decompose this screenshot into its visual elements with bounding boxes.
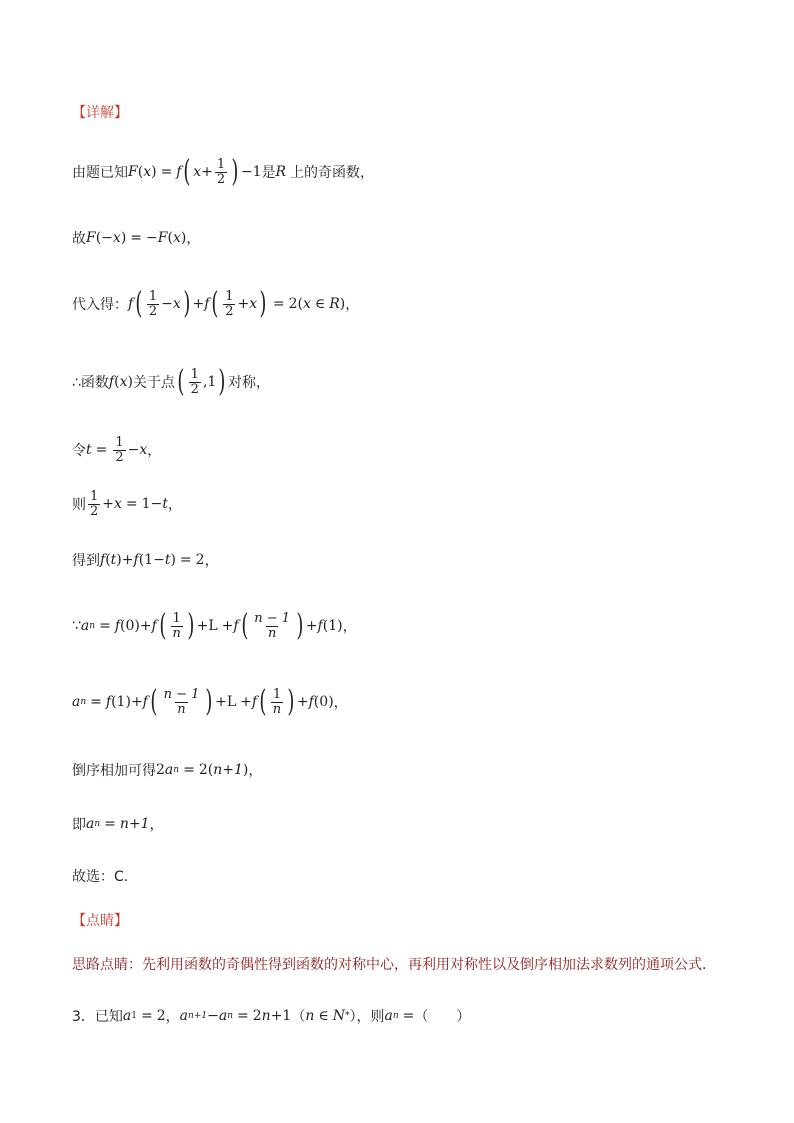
math-var: f [317,618,323,634]
math-ellipsis: L [226,694,237,710]
math-var: F [157,230,168,246]
line-odd-property [72,218,200,258]
fraction-half [215,158,227,187]
fraction-half [189,368,201,397]
math-sub: n [94,819,101,829]
math-sym: = [130,230,143,246]
line-let-t [72,430,161,470]
math-sym: + [201,164,213,180]
math-num: 1 [207,374,217,390]
math-sym: + [121,552,134,568]
math-sym: ) [170,552,176,568]
math-var: f [105,694,112,710]
text: 3．已知 [72,1009,123,1025]
frac-num: 1 [90,488,99,504]
big-paren: ) [218,364,226,399]
math-sym: + [240,694,252,710]
frac-num: n − 1 [254,610,291,626]
text: ， [204,553,219,569]
math-sym: ) [328,694,334,710]
math-sym: − [207,1008,219,1024]
question-3 [72,996,470,1036]
math-sub: n [80,697,87,707]
math-sym: + [221,618,234,634]
math-sym: + [305,618,318,634]
math-sym: ( [313,694,320,710]
text: ），则 [349,1009,385,1025]
math-sym: ) [337,618,343,634]
text: 即 [72,817,86,833]
math-sym: = [104,816,116,832]
math-var: x [172,230,181,246]
text: （ [291,1009,306,1025]
math-sym: − [150,496,163,512]
big-paren: ( [240,608,248,643]
fraction-1-over-n [271,688,283,717]
big-paren: ) [205,684,213,719]
math-sym: ( [95,230,102,246]
text: ， [147,443,162,459]
math-var: f [176,164,182,180]
math-var: f [151,618,157,634]
text: 由题已知 [72,165,128,181]
math-var: a [384,1008,393,1024]
math-num: 2 [156,762,165,778]
math-var: t [86,442,92,458]
math-num: 1 [282,1008,292,1024]
math-var: a [72,694,81,710]
text: ， [345,297,360,313]
math-var: F [86,230,96,246]
math-num: 1 [141,496,151,512]
math-var: x [172,296,181,312]
math-var: a [164,762,174,778]
math-num: 0 [125,618,135,634]
line-substitute [72,284,359,324]
math-num: 2 [252,1008,262,1024]
math-var: f [308,694,314,710]
big-paren: ( [211,286,219,321]
math-num: 1 [116,694,126,710]
math-sym: ( [297,296,303,312]
text: ， [167,497,182,513]
math-sym: ) [120,230,127,246]
math-var: t [164,552,171,568]
text: 倒序相加可得 [72,763,156,779]
math-sym: = [95,442,108,458]
math-sym: ( [207,762,214,778]
math-sym: + [196,618,209,634]
math-var: a [86,816,95,832]
math-num: 2 [288,296,298,312]
big-paren: ( [150,684,158,719]
math-sym: ∈ [314,296,326,312]
text: 对称， [228,375,271,391]
math-var: t [110,552,117,568]
line-an-reverse [72,682,348,722]
math-var: x [112,230,121,246]
big-paren: ( [259,684,267,719]
line-then [72,484,182,524]
math-sym: − [146,230,158,246]
big-paren: ) [287,684,295,719]
section-heading-comment [72,900,128,940]
line-answer [72,856,128,896]
math-var: f [100,552,106,568]
heading-text: 【详解】 [72,105,128,121]
text: 故 [72,231,86,247]
math-var: x [249,296,258,312]
math-sub: n [89,621,96,631]
math-sym: + [130,694,143,710]
math-sym: = [90,694,102,710]
text: 代入得： [72,297,128,313]
math-num: 1 [328,618,338,634]
math-sym: = [99,618,111,634]
math-num: 1 [144,552,154,568]
math-var: a [80,618,90,634]
math-var: x [302,296,311,312]
big-paren: ) [231,154,239,189]
math-sym: + [270,1008,283,1024]
math-sym: ( [114,374,120,390]
math-sym: ) [127,374,133,390]
math-sym: ( [138,552,145,568]
text: 是 [261,165,276,181]
frac-num: 1 [115,434,124,450]
math-sym: + [192,296,205,312]
math-var: x [114,496,122,512]
math-sym: + [296,694,309,710]
frac-den: 2 [216,171,226,187]
math-sym: + [215,694,227,710]
math-sym: = [141,1008,153,1024]
line-result [72,804,164,844]
line-odd-function [72,152,374,192]
frac-den: n [272,701,282,717]
text: ∴函数 [72,375,109,391]
fraction-n-minus-1-over-n [162,688,202,717]
math-var: f [233,618,239,634]
math-var: N [332,1008,345,1024]
math-var: R [329,296,340,312]
math-sub: n [227,1011,233,1021]
math-sub: n [392,1011,399,1021]
math-var: n [261,1008,271,1024]
math-sym: = [402,1008,415,1024]
big-paren: ) [296,608,304,643]
text: （ ） [414,1009,471,1025]
math-sym: ( [111,694,117,710]
math-var: f [114,618,120,634]
frac-num: 1 [190,366,199,382]
math-sub: n [173,765,180,775]
frac-den: n [177,701,186,717]
frac-den: 2 [148,303,158,319]
fraction-1-over-n [171,612,183,641]
text: 得到 [72,553,100,569]
text: ， [165,1009,180,1025]
frac-den: 2 [190,381,199,397]
math-var: f [204,296,210,312]
big-paren: ) [187,608,195,643]
math-sub: n+1 [188,1011,208,1021]
math-var: x [119,374,128,390]
line-an-forward [72,606,357,646]
fraction-half [147,290,159,319]
math-sym: ( [120,618,126,634]
frac-den: n [172,625,181,641]
line-symmetry [72,362,270,402]
comment-line [72,944,706,984]
math-num: 2 [195,552,205,568]
math-sym: + [102,496,115,512]
math-sym: − [101,230,113,246]
math-sym: = [237,1008,249,1024]
frac-den: 2 [90,503,99,519]
math-var: x [143,164,152,180]
math-sym: − [240,164,253,180]
math-var: f [251,694,258,710]
frac-num: 1 [272,686,282,702]
text: 关于点 [132,375,175,391]
math-expr: n+1 [119,816,150,832]
math-sym: ( [322,618,329,634]
math-var: a [179,1008,189,1024]
big-paren: ( [135,286,143,321]
line-reverse-add [72,750,262,790]
big-paren: ) [183,286,191,321]
frac-den: 2 [115,449,124,465]
math-var: x [193,164,202,180]
text: ， [333,695,348,711]
math-var: f [142,694,148,710]
fraction-half [223,290,235,319]
text: ∵ [72,618,81,634]
math-sub: 1 [131,1011,138,1021]
text: ， [248,763,263,779]
math-sym: = [272,296,285,312]
frac-num: 1 [225,288,234,304]
frac-num: 1 [172,610,181,626]
line-get [72,540,219,580]
math-sym: ) [151,164,157,180]
frac-den: n [267,625,277,641]
math-sym: + [237,296,250,312]
math-sym: , [202,374,208,390]
math-var: a [122,1008,132,1024]
answer-text: 故选：C. [72,869,129,885]
big-paren: ( [159,608,167,643]
math-sup: * [345,1011,350,1021]
text: ， [149,817,164,833]
math-num: 2 [156,1008,166,1024]
math-sym: ) [134,618,140,634]
math-sym: − [161,296,173,312]
math-var: n [305,1008,315,1024]
fraction-half [113,436,125,465]
math-sym: ( [105,552,111,568]
big-paren: ( [177,364,185,399]
math-sym: + [139,618,152,634]
text: 令 [72,443,86,459]
math-ellipsis: L [208,618,218,634]
math-var: t [162,496,168,512]
frac-num: 1 [216,156,226,172]
comment-text: 思路点睛：先利用函数的奇偶性得到函数的对称中心，再利用对称性以及倒序相加法求数列的通项公式. [72,957,707,973]
math-sym: ) [116,552,122,568]
math-sym: − [127,442,140,458]
math-sym: ) [180,230,187,246]
frac-num: n − 1 [163,686,200,702]
math-sym: ( [137,164,144,180]
math-sym: = [183,762,195,778]
text: 则 [72,497,86,513]
fraction-half [88,490,100,519]
big-paren: ) [259,286,267,321]
math-sym: ) [242,762,249,778]
frac-den: 2 [225,303,234,319]
math-var: F [128,164,138,180]
math-var: f [128,296,134,312]
math-sym: − [153,552,165,568]
math-sym: = [179,552,192,568]
math-sym: ) [339,296,346,312]
math-sym: ∈ [318,1008,329,1024]
math-var: x [139,442,148,458]
math-var: f [108,374,115,390]
math-sym: ( [167,230,173,246]
math-sym: = [125,496,138,512]
math-var: f [133,552,139,568]
frac-num: 1 [148,288,158,304]
math-num: 1 [252,164,262,180]
heading-text: 【点睛】 [72,913,128,929]
math-var: a [218,1008,228,1024]
text: 上的奇函数， [290,165,375,181]
math-expr: n+1 [213,762,243,778]
math-num: 0 [319,694,329,710]
section-heading-detail [72,92,128,132]
math-sym: = [160,164,173,180]
text: ， [342,619,357,635]
fraction-n-minus-1-over-n [252,612,292,641]
math-num: 2 [198,762,208,778]
text: ， [186,231,201,247]
big-paren: ( [183,154,191,189]
math-var: R [275,164,287,180]
math-sym: ) [125,694,131,710]
